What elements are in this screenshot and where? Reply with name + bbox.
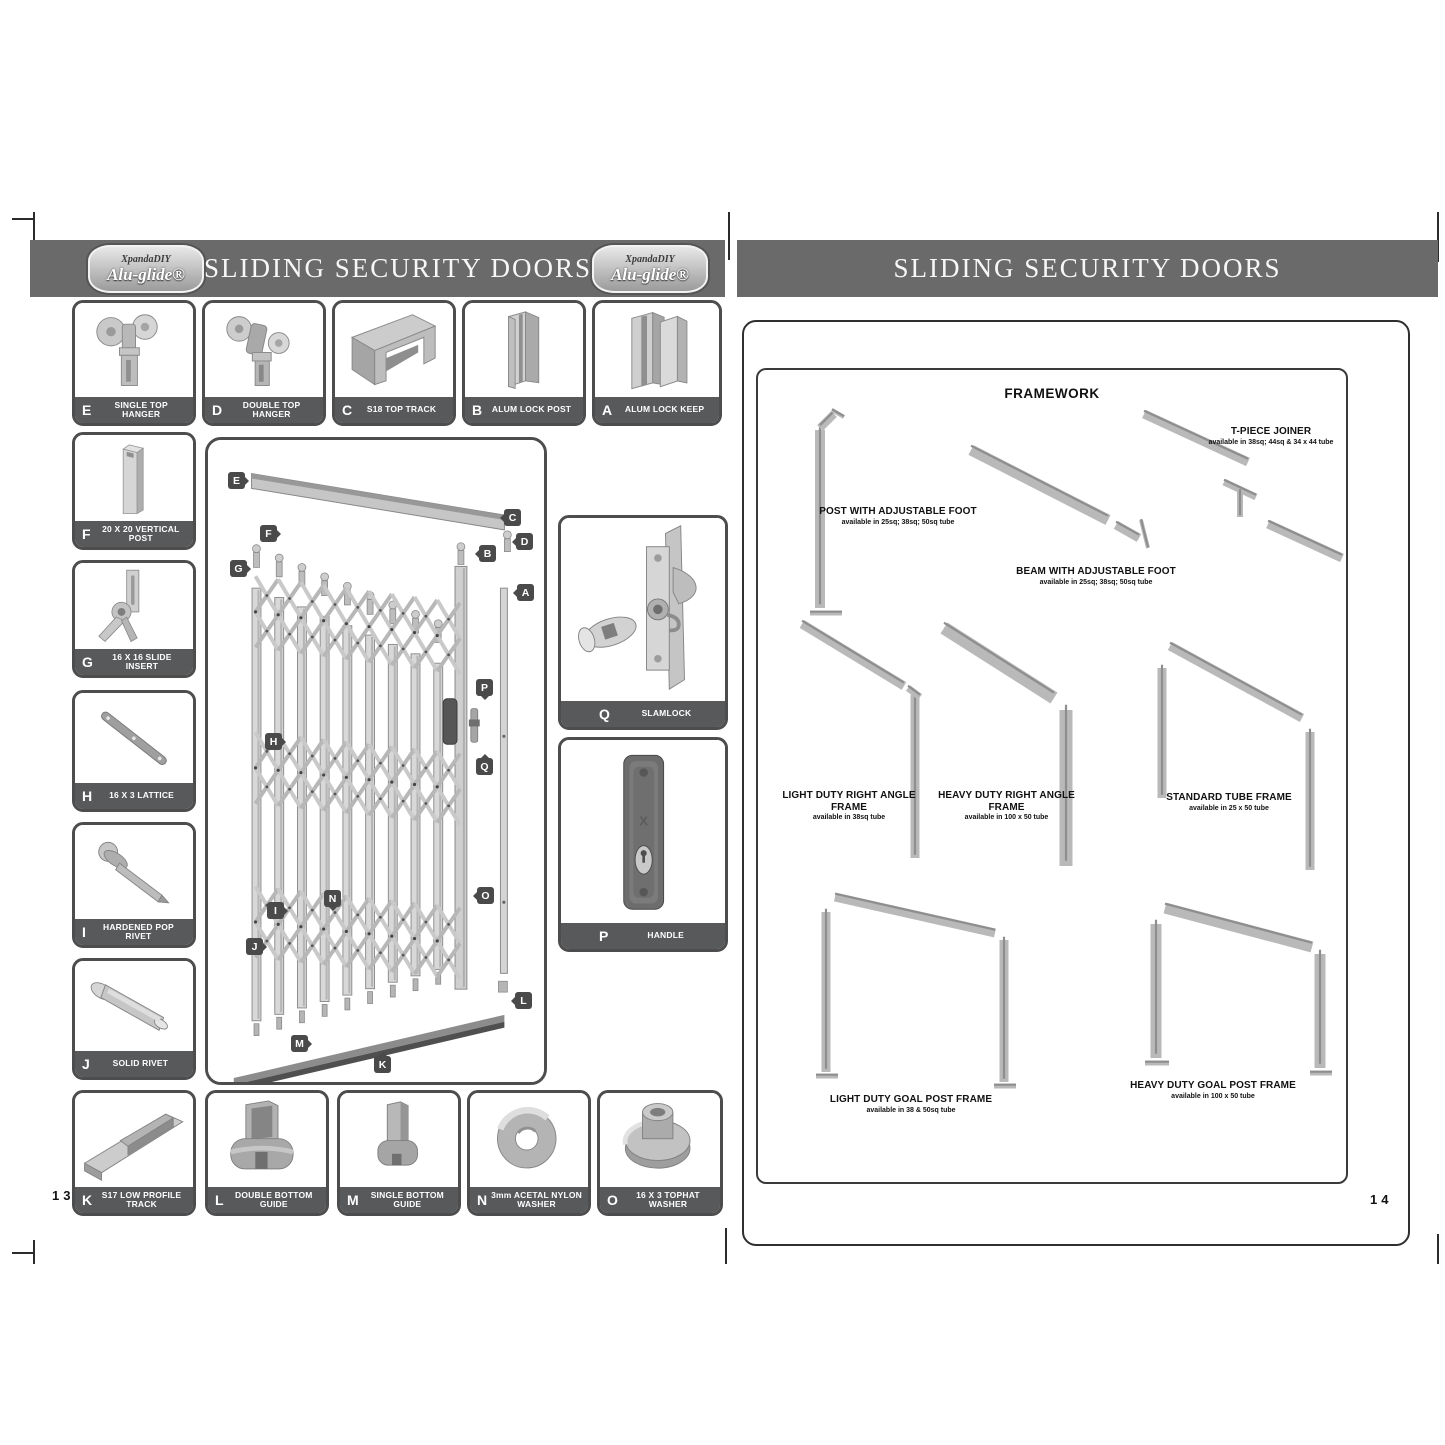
right-header-band (737, 240, 1438, 297)
page-number-left: 13 (52, 1188, 75, 1203)
part-label: S17 LOW PROFILE TRACK (101, 1189, 182, 1209)
part-card-tophat-washer (597, 1090, 723, 1216)
part-label: SOLID RIVET (112, 1058, 169, 1069)
part-letter: N (477, 1192, 488, 1208)
marker-Q: Q (476, 758, 493, 775)
framework-label-post: POST WITH ADJUSTABLE FOOT available in 25sq; 38sq; 50sq tube (819, 506, 977, 526)
part-card-solid-rivet (72, 958, 196, 1080)
crop-mark (725, 1228, 727, 1264)
part-letter: H (82, 788, 93, 804)
framework-title: FRAMEWORK (1004, 386, 1100, 401)
double-bottom-guide-image (208, 1093, 326, 1187)
pop-rivet-image (75, 825, 193, 919)
part-label-band (600, 1187, 720, 1213)
gate-diagram-card (205, 437, 547, 1085)
part-card-nylon-washer (467, 1090, 591, 1216)
marker-A: A (517, 584, 534, 601)
part-label-band (340, 1187, 458, 1213)
part-letter: I (82, 924, 86, 940)
marker-K: K (374, 1056, 391, 1073)
framework-label-standard-tube: STANDARD TUBE FRAME available in 25 x 50 tube (1166, 792, 1292, 812)
part-card-alum-lock-post (462, 300, 586, 426)
part-label-band (561, 923, 725, 949)
part-card-double-top-hanger (202, 300, 326, 426)
crop-mark (728, 212, 730, 260)
slide-insert-image (75, 563, 193, 649)
solid-rivet-image (75, 961, 193, 1051)
part-label-band (75, 919, 193, 945)
part-card-vertical-post (72, 432, 196, 550)
framework-label-heavy-right-angle: HEAVY DUTY RIGHT ANGLE FRAME available in 100 x 50 tube (938, 790, 1075, 821)
marker-H: H (265, 733, 282, 750)
handle-image (561, 740, 725, 923)
part-label-band (75, 649, 193, 675)
part-card-pop-rivet (72, 822, 196, 948)
part-card-alum-lock-keep (592, 300, 722, 426)
part-label-band (335, 397, 453, 423)
part-label-band (205, 397, 323, 423)
part-label: HANDLE (647, 930, 684, 941)
single-top-hanger-image (75, 303, 193, 397)
part-letter: A (602, 402, 613, 418)
part-letter: O (607, 1192, 618, 1208)
part-letter: K (82, 1192, 93, 1208)
single-bottom-guide-image (340, 1093, 458, 1187)
part-letter: B (472, 402, 483, 418)
part-label: 16 X 16 SLIDE INSERT (112, 651, 172, 671)
part-card-low-profile-track (72, 1090, 196, 1216)
slamlock-image (561, 518, 725, 701)
marker-L: L (515, 992, 532, 1009)
part-letter: E (82, 402, 92, 418)
part-label: 20 X 20 VERTICAL POST (102, 523, 180, 543)
vertical-post-image (75, 435, 193, 521)
part-label-band (75, 783, 193, 809)
part-label-band (465, 397, 583, 423)
svg-text:X: X (639, 813, 649, 829)
marker-E: E (228, 472, 245, 489)
top-track-image (335, 303, 453, 397)
part-label-band (470, 1187, 588, 1213)
part-letter: J (82, 1056, 90, 1072)
part-label: ALUM LOCK POST (491, 404, 572, 415)
part-label-band (595, 397, 719, 423)
marker-I: I (267, 902, 284, 919)
part-label-band (75, 397, 193, 423)
marker-C: C (504, 509, 521, 526)
part-card-top-track (332, 300, 456, 426)
part-letter: G (82, 654, 93, 670)
part-card-lattice (72, 690, 196, 812)
framework-outer-box (742, 320, 1410, 1246)
framework-inner-box (756, 368, 1348, 1184)
part-label: SLAMLOCK (641, 708, 692, 719)
logo-brand-top: XpandaDIY (625, 253, 675, 265)
part-card-slamlock (558, 515, 728, 730)
marker-M: M (291, 1035, 308, 1052)
left-page-title: SLIDING SECURITY DOORS (204, 253, 593, 283)
page-right (737, 210, 1438, 1270)
page-left (30, 210, 725, 1270)
part-label-band (75, 1051, 193, 1077)
right-page-title: SLIDING SECURITY DOORS (893, 253, 1282, 283)
framework-label-light-goal-post: LIGHT DUTY GOAL POST FRAME available in 38 & 50sq tube (829, 1094, 993, 1114)
double-top-hanger-image (205, 303, 323, 397)
part-card-handle (558, 737, 728, 952)
part-label-band (561, 701, 725, 727)
marker-J: J (246, 938, 263, 955)
aluglide-logo (88, 245, 204, 293)
nylon-washer-image (470, 1093, 588, 1187)
part-label: S18 TOP TRACK (366, 404, 437, 415)
marker-P: P (476, 679, 493, 696)
part-label: 16 X 3 TOPHAT WASHER (636, 1189, 700, 1209)
page-number-right: 14 (1370, 1192, 1393, 1207)
logo-brand-main: Alu-glide® (611, 264, 689, 284)
part-label: DOUBLE BOTTOM GUIDE (235, 1189, 313, 1209)
alum-lock-keep-image (595, 303, 719, 397)
framework-label-beam: BEAM WITH ADJUSTABLE FOOT available in 25sq; 38sq; 50sq tube (1016, 566, 1176, 586)
part-label: HARDENED POP RIVET (103, 921, 174, 941)
part-label-band (75, 1187, 193, 1213)
part-card-single-top-hanger (72, 300, 196, 426)
framework-label-tpiece: T-PIECE JOINER available in 38sq; 44sq & 34 x 44 tube (1208, 426, 1334, 446)
part-letter: F (82, 526, 91, 542)
part-letter: D (212, 402, 223, 418)
part-label: SINGLE BOTTOM GUIDE (370, 1189, 444, 1209)
part-card-slide-insert (72, 560, 196, 678)
part-label-band (208, 1187, 326, 1213)
marker-N: N (324, 890, 341, 907)
part-label: 3mm ACETAL NYLON WASHER (491, 1189, 583, 1209)
marker-B: B (479, 545, 496, 562)
alum-lock-post-image (465, 303, 583, 397)
logo-brand-main: Alu-glide® (107, 264, 185, 284)
part-label: SINGLE TOP HANGER (114, 399, 168, 419)
marker-G: G (230, 560, 247, 577)
framework-label-light-right-angle: LIGHT DUTY RIGHT ANGLE FRAME available in 38sq tube (782, 790, 916, 821)
part-label: ALUM LOCK KEEP (624, 404, 705, 415)
low-profile-track-image (75, 1093, 193, 1187)
part-card-single-bottom-guide (337, 1090, 461, 1216)
lattice-image (75, 693, 193, 783)
marker-O: O (477, 887, 494, 904)
part-label-band (75, 521, 193, 547)
part-letter: L (215, 1192, 224, 1208)
framework-label-heavy-goal-post: HEAVY DUTY GOAL POST FRAME available in 100 x 50 tube (1130, 1080, 1296, 1100)
part-letter: C (342, 402, 353, 418)
logo-brand-top: XpandaDIY (121, 253, 171, 265)
part-letter: Q (599, 706, 610, 722)
left-header-band (30, 240, 725, 297)
marker-F: F (260, 525, 277, 542)
part-card-double-bottom-guide (205, 1090, 329, 1216)
part-label: DOUBLE TOP HANGER (242, 399, 301, 419)
aluglide-logo (592, 245, 708, 293)
part-letter: M (347, 1192, 359, 1208)
marker-D: D (516, 533, 533, 550)
tophat-washer-image (600, 1093, 720, 1187)
part-label: 16 X 3 LATTICE (109, 790, 175, 801)
part-letter: P (599, 928, 609, 944)
gate-diagram (208, 440, 544, 1082)
